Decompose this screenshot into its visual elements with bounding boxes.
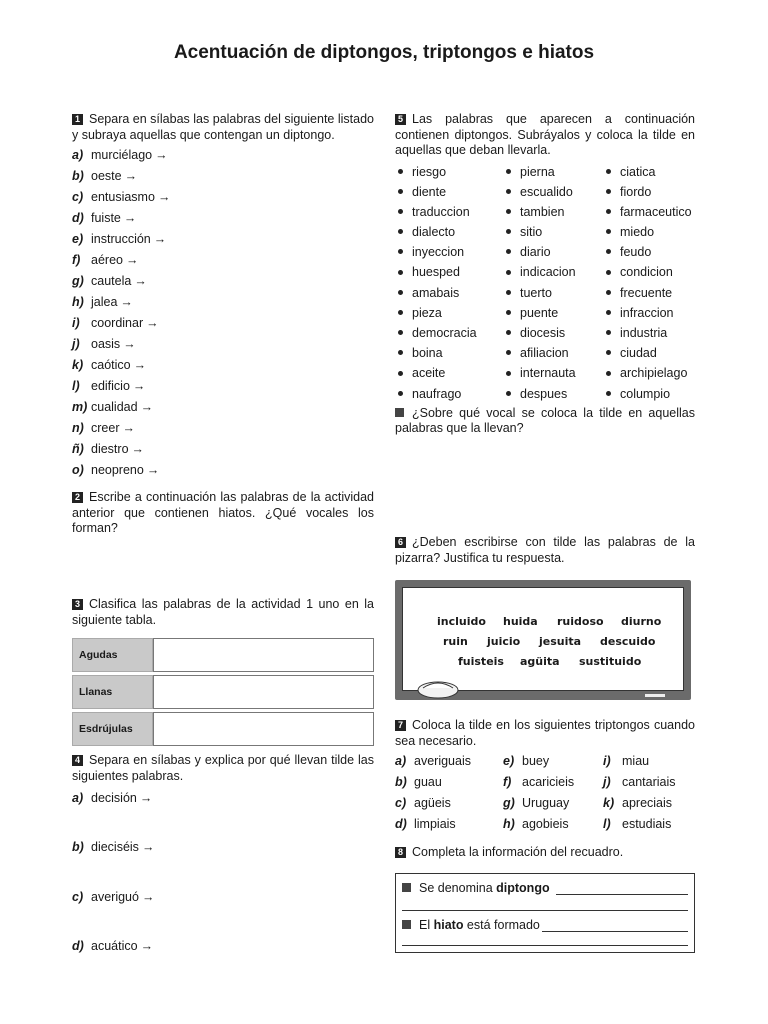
exercise-3-prompt: 3 Clasifica las palabras de la actividad 1 uno en la siguiente tabla. bbox=[72, 597, 374, 627]
table-row bbox=[72, 638, 374, 672]
board-word: huida bbox=[503, 615, 538, 628]
exercise-1 bbox=[72, 112, 374, 481]
bullet-icon bbox=[398, 290, 403, 295]
list-item: f) acaricieis bbox=[503, 775, 575, 789]
list-item: f) aéreo → bbox=[72, 253, 139, 267]
board-word: ruidoso bbox=[557, 615, 604, 628]
list-item: b) dieciséis → bbox=[72, 840, 155, 854]
exercise-1-prompt: 1 Separa en sílabas las palabras del siguiente listado y subraya aquellas que contengan un diptongo. bbox=[72, 112, 374, 142]
exercise-5 bbox=[395, 112, 695, 437]
list-item: boina bbox=[395, 343, 503, 363]
info-line-2: El hiato está formado bbox=[402, 918, 540, 932]
list-item: tuerto bbox=[503, 283, 603, 303]
bullet-icon bbox=[506, 391, 511, 396]
list-item: a) averiguais bbox=[395, 754, 471, 768]
exercise-1-list bbox=[72, 145, 374, 481]
exercise-number-badge: 6 bbox=[395, 537, 406, 548]
bullet-icon bbox=[398, 350, 403, 355]
list-item: ñ) diestro → bbox=[72, 442, 145, 456]
table-row bbox=[72, 712, 374, 746]
exercise-number-badge: 7 bbox=[395, 720, 406, 731]
square-bullet-icon bbox=[395, 408, 404, 417]
list-item: h) jalea → bbox=[72, 295, 133, 309]
board-word: agüita bbox=[520, 655, 560, 668]
list-item: h) agobieis bbox=[503, 817, 569, 831]
bullet-icon bbox=[506, 330, 511, 335]
bullet-icon bbox=[398, 189, 403, 194]
triptongos-grid bbox=[395, 751, 695, 835]
answer-line[interactable] bbox=[402, 910, 688, 911]
list-item: huesped bbox=[395, 262, 503, 282]
list-item: diario bbox=[503, 242, 603, 262]
list-item: c) entusiasmo → bbox=[72, 190, 171, 204]
list-item: diocesis bbox=[503, 323, 603, 343]
bullet-icon bbox=[398, 169, 403, 174]
exercise-number-badge: 4 bbox=[72, 755, 83, 766]
exercise-8-prompt: 8 Completa la información del recuadro. bbox=[395, 845, 695, 861]
list-item: a) murciélago → bbox=[72, 148, 168, 162]
list-item: dialecto bbox=[395, 222, 503, 242]
exercise-5-question: ¿Sobre qué vocal se coloca la tilde en aquellas palabras que la llevan? bbox=[395, 405, 695, 436]
bullet-icon bbox=[606, 249, 611, 254]
exercise-4-prompt: 4 Separa en sílabas y explica por qué llevan tilde las siguientes palabras. bbox=[72, 753, 374, 783]
list-item: g) cautela → bbox=[72, 274, 147, 288]
bullet-icon bbox=[506, 350, 511, 355]
bullet-icon bbox=[506, 229, 511, 234]
bullet-icon bbox=[506, 189, 511, 194]
exercise-5-prompt: 5 Las palabras que aparecen a continuación contienen diptongos. Subráyalos y coloca la tilde en aquellas que deban llevarla. bbox=[395, 112, 695, 157]
board-word: sustituido bbox=[579, 655, 642, 668]
bullet-icon bbox=[506, 209, 511, 214]
list-item: fiordo bbox=[603, 182, 695, 202]
exercise-number-badge: 8 bbox=[395, 847, 406, 858]
board-word: jesuita bbox=[539, 635, 582, 648]
list-item: d) acuático → bbox=[72, 939, 154, 953]
answer-line[interactable] bbox=[556, 894, 688, 895]
list-item: d) limpiais bbox=[395, 817, 456, 831]
exercise-7 bbox=[395, 718, 695, 835]
exercise-6-prompt: 6 ¿Deben escribirse con tilde las palabras de la pizarra? Justifica tu respuesta. bbox=[395, 535, 695, 565]
bullet-icon bbox=[398, 270, 403, 275]
list-item: pierna bbox=[503, 162, 603, 182]
list-item: frecuente bbox=[603, 283, 695, 303]
board-word: juicio bbox=[487, 635, 521, 648]
exercise-6 bbox=[395, 535, 695, 668]
list-item: internauta bbox=[503, 363, 603, 383]
bullet-icon bbox=[398, 310, 403, 315]
exercise-8 bbox=[395, 845, 695, 932]
list-item: d) fuiste → bbox=[72, 211, 137, 225]
table-row bbox=[72, 675, 374, 709]
list-item: sitio bbox=[503, 222, 603, 242]
info-line-1: Se denomina diptongo bbox=[402, 881, 550, 895]
bullet-icon bbox=[606, 270, 611, 275]
list-item: j) oasis → bbox=[72, 337, 136, 351]
list-item: puente bbox=[503, 303, 603, 323]
list-item: diente bbox=[395, 182, 503, 202]
list-item: archipielago bbox=[603, 363, 695, 383]
bullet-icon bbox=[398, 229, 403, 234]
list-item: industria bbox=[603, 323, 695, 343]
list-item: indicacion bbox=[503, 262, 603, 282]
exercise-number-badge: 2 bbox=[72, 492, 83, 503]
list-item: a) decisión → bbox=[72, 791, 153, 805]
list-item: b) oeste → bbox=[72, 169, 138, 183]
list-item: b) guau bbox=[395, 775, 442, 789]
bullet-icon bbox=[506, 270, 511, 275]
list-item: j) cantariais bbox=[603, 775, 676, 789]
row-label: Esdrújulas bbox=[72, 712, 153, 746]
bullet-icon bbox=[506, 249, 511, 254]
exercise-number-badge: 5 bbox=[395, 114, 406, 125]
list-item: k) apreciais bbox=[603, 796, 673, 810]
list-item: ciatica bbox=[603, 162, 695, 182]
board-word: ruin bbox=[443, 635, 468, 648]
bullet-icon bbox=[606, 169, 611, 174]
list-item: traduccion bbox=[395, 202, 503, 222]
page-title: Acentuación de diptongos, triptongos e hiatos bbox=[173, 42, 595, 63]
list-item: ciudad bbox=[603, 343, 695, 363]
bullet-icon bbox=[606, 350, 611, 355]
list-item: columpio bbox=[603, 384, 695, 404]
list-item: democracia bbox=[395, 323, 503, 343]
list-item: n) creer → bbox=[72, 421, 135, 435]
bullet-icon bbox=[506, 310, 511, 315]
list-item: i) miau bbox=[603, 754, 650, 768]
bullet-icon bbox=[606, 391, 611, 396]
list-item: despues bbox=[503, 384, 603, 404]
word-grid bbox=[395, 162, 695, 404]
exercise-2-prompt: 2 Escribe a continuación las palabras de la actividad anterior que contienen hiatos. ¿Qué vocales los forman? bbox=[72, 490, 374, 535]
list-item: naufrago bbox=[395, 384, 503, 404]
bullet-icon bbox=[606, 229, 611, 234]
list-item: afiliacion bbox=[503, 343, 603, 363]
list-item: miedo bbox=[603, 222, 695, 242]
list-item: escualido bbox=[503, 182, 603, 202]
list-item: l) edificio → bbox=[72, 379, 146, 393]
answer-line[interactable] bbox=[542, 931, 688, 932]
bullet-icon bbox=[398, 371, 403, 376]
chalk-icon bbox=[645, 694, 665, 697]
answer-box[interactable] bbox=[153, 712, 374, 746]
exercise-3 bbox=[72, 597, 374, 749]
exercise-7-prompt: 7 Coloca la tilde en los siguientes triptongos cuando sea necesario. bbox=[395, 718, 695, 748]
info-box bbox=[395, 873, 695, 953]
exercise-number-badge: 3 bbox=[72, 599, 83, 610]
board-word: incluido bbox=[437, 615, 486, 628]
bullet-icon bbox=[606, 310, 611, 315]
square-bullet-icon bbox=[402, 883, 411, 892]
answer-box[interactable] bbox=[153, 675, 374, 709]
bullet-icon bbox=[606, 290, 611, 295]
chalkboard bbox=[395, 580, 691, 700]
exercise-4 bbox=[72, 753, 374, 953]
eraser-icon bbox=[413, 676, 463, 700]
list-item: l) estudiais bbox=[603, 817, 672, 831]
board-word: fuisteis bbox=[458, 655, 504, 668]
bullet-icon bbox=[606, 330, 611, 335]
row-label: Llanas bbox=[72, 675, 153, 709]
list-item: tambien bbox=[503, 202, 603, 222]
list-item: amabais bbox=[395, 283, 503, 303]
list-item: i) coordinar → bbox=[72, 316, 159, 330]
list-item: c) averiguó → bbox=[72, 890, 155, 904]
list-item: pieza bbox=[395, 303, 503, 323]
bullet-icon bbox=[398, 249, 403, 254]
list-item: riesgo bbox=[395, 162, 503, 182]
list-item: e) buey bbox=[503, 754, 550, 768]
bullet-icon bbox=[506, 290, 511, 295]
bullet-icon bbox=[506, 169, 511, 174]
answer-line[interactable] bbox=[402, 945, 688, 946]
list-item: m) cualidad → bbox=[72, 400, 154, 414]
bullet-icon bbox=[606, 189, 611, 194]
list-item: aceite bbox=[395, 363, 503, 383]
list-item: condicion bbox=[603, 262, 695, 282]
list-item: farmaceutico bbox=[603, 202, 695, 222]
answer-box[interactable] bbox=[153, 638, 374, 672]
list-item: inyeccion bbox=[395, 242, 503, 262]
bullet-icon bbox=[606, 371, 611, 376]
classification-table bbox=[72, 635, 374, 749]
bullet-icon bbox=[398, 209, 403, 214]
board-word: diurno bbox=[621, 615, 662, 628]
square-bullet-icon bbox=[402, 920, 411, 929]
list-item: c) agüeis bbox=[395, 796, 451, 810]
bullet-icon bbox=[506, 371, 511, 376]
list-item: e) instrucción → bbox=[72, 232, 167, 246]
list-item: infraccion bbox=[603, 303, 695, 323]
board-word: descuido bbox=[600, 635, 656, 648]
exercise-number-badge: 1 bbox=[72, 114, 83, 125]
bullet-icon bbox=[606, 209, 611, 214]
list-item: k) caótico → bbox=[72, 358, 147, 372]
bullet-icon bbox=[398, 391, 403, 396]
list-item: o) neopreno → bbox=[72, 463, 160, 477]
bullet-icon bbox=[398, 330, 403, 335]
exercise-2 bbox=[72, 490, 374, 537]
list-item: g) Uruguay bbox=[503, 796, 570, 810]
list-item: feudo bbox=[603, 242, 695, 262]
row-label: Agudas bbox=[72, 638, 153, 672]
